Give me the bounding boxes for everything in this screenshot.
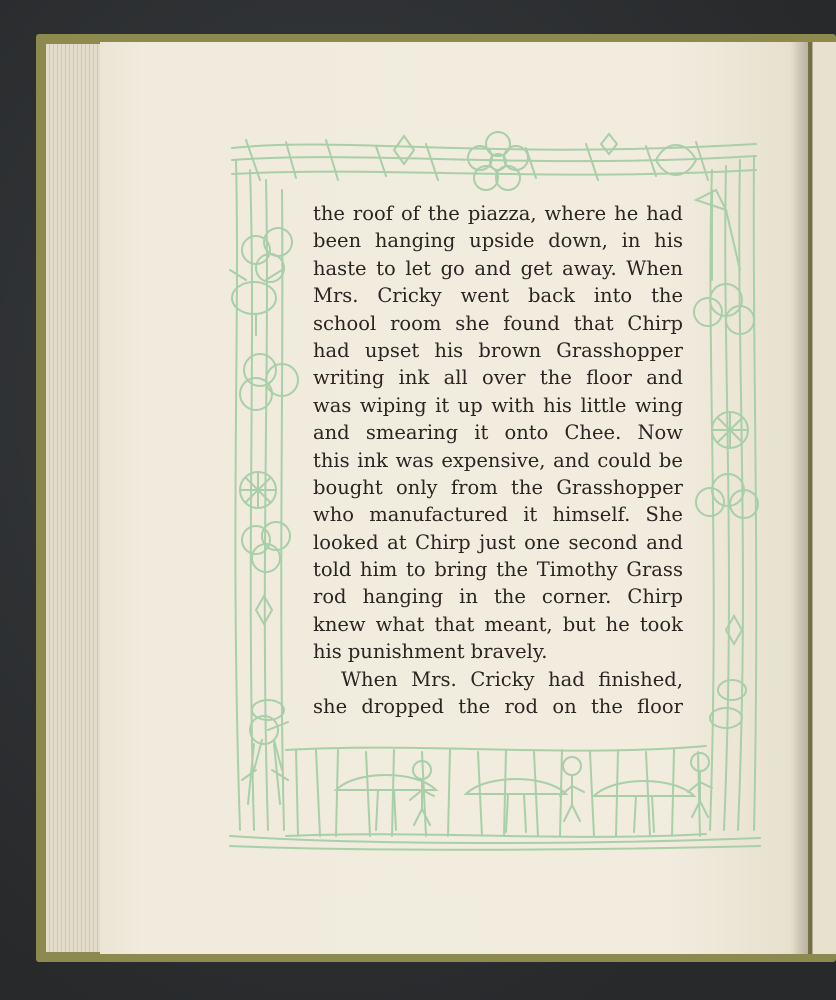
word: wiping: [359, 393, 427, 417]
word: just: [479, 530, 516, 554]
word: his: [543, 393, 572, 417]
word: ink: [398, 366, 430, 390]
word: roof: [352, 202, 393, 225]
word: meant,: [484, 612, 553, 636]
word: Mrs.: [313, 284, 359, 308]
word: all: [443, 366, 468, 390]
word: dropped: [361, 695, 444, 719]
word: to: [376, 256, 396, 280]
text-line: [313, 693, 683, 720]
text-line: [313, 666, 683, 693]
word: floor: [637, 695, 683, 719]
word: She: [645, 503, 683, 527]
word: Cricky: [470, 667, 535, 691]
word: go: [440, 256, 465, 280]
text-line: [313, 392, 683, 419]
word: manufactured: [369, 503, 508, 527]
word: his: [434, 338, 464, 362]
word: hanging: [362, 585, 444, 609]
word: where: [544, 202, 607, 225]
word: at: [387, 530, 407, 554]
word: brown: [478, 338, 542, 362]
word: him: [360, 558, 398, 582]
text-line: [313, 227, 683, 254]
word: Chirp: [415, 530, 471, 554]
word: the: [493, 585, 526, 609]
spine-shadow: [790, 42, 814, 954]
word: finished,: [598, 667, 683, 691]
text-line: [313, 364, 683, 391]
word: his: [654, 229, 683, 253]
text-line: [313, 419, 683, 446]
word: what: [375, 612, 425, 636]
word: bought: [313, 475, 383, 499]
word: on: [552, 695, 577, 719]
word: Grasshopper: [556, 475, 683, 499]
word: Grass: [626, 558, 683, 582]
text-line: [313, 255, 683, 282]
word: looked: [313, 530, 379, 554]
word: had: [646, 202, 683, 225]
word: he: [605, 612, 630, 636]
text-line: [313, 556, 683, 583]
text-line: [313, 282, 683, 309]
word: smearing: [365, 421, 459, 445]
word: haste: [313, 256, 367, 280]
word: had: [548, 667, 585, 691]
word: himself.: [552, 503, 631, 527]
word: that: [434, 612, 475, 636]
word: over: [482, 366, 526, 390]
word: but: [562, 612, 596, 636]
word: onto: [504, 421, 549, 445]
word: only: [396, 475, 438, 499]
word: into: [593, 284, 633, 308]
word: the: [313, 202, 345, 225]
word: and: [646, 530, 683, 554]
word: piazza,: [467, 202, 537, 225]
word: in: [621, 229, 641, 253]
word: that: [573, 311, 614, 335]
word: up: [457, 393, 483, 417]
text-line: [313, 474, 683, 501]
word: the: [590, 695, 623, 719]
word: rod: [504, 695, 539, 719]
word: hanging: [374, 229, 456, 253]
text-line: [313, 337, 683, 364]
word: was: [313, 393, 352, 417]
word: it: [474, 421, 489, 445]
word: the: [496, 558, 529, 582]
word: who: [313, 503, 354, 527]
word: wing: [634, 393, 683, 417]
word: been: [313, 229, 362, 253]
word: could: [597, 448, 652, 472]
text-line: [313, 501, 683, 528]
word: Chee.: [564, 421, 622, 445]
word: bravely.: [470, 640, 548, 664]
word: the: [511, 475, 543, 499]
word: little: [580, 393, 627, 417]
word: he: [614, 202, 639, 225]
word: went: [460, 284, 510, 308]
word: bring: [434, 558, 488, 582]
word: school: [313, 311, 377, 335]
word: Timothy: [536, 558, 618, 582]
word: expensive,: [441, 448, 546, 472]
word: and: [474, 256, 512, 280]
word: down,: [548, 229, 608, 253]
word: of: [400, 202, 420, 225]
word: Grasshopper: [556, 338, 683, 362]
text-line: [313, 583, 683, 610]
text-line: [313, 611, 683, 638]
text-line: [313, 529, 683, 556]
word: had: [313, 338, 350, 362]
word: was: [395, 448, 434, 472]
word: room: [390, 311, 442, 335]
facing-page-edge: [812, 42, 836, 954]
word: back: [528, 284, 575, 308]
word: told: [313, 558, 352, 582]
word: from: [450, 475, 498, 499]
word: she: [455, 311, 490, 335]
word: with: [491, 393, 535, 417]
word: his: [313, 640, 342, 664]
word: let: [405, 256, 431, 280]
word: it: [435, 393, 450, 417]
text-line: [313, 447, 683, 474]
word: get: [520, 256, 553, 280]
page-text: [313, 200, 683, 720]
text-line: [313, 638, 683, 665]
word: upset: [364, 338, 420, 362]
word: in: [459, 585, 478, 609]
word: rod: [313, 585, 347, 609]
text-line: [313, 310, 683, 337]
word: and: [313, 421, 350, 445]
word: and: [646, 366, 683, 390]
word: be: [658, 448, 683, 472]
word: to: [406, 558, 426, 582]
word: knew: [313, 612, 366, 636]
word: When: [626, 256, 683, 280]
text-line: [313, 200, 683, 227]
word: it: [523, 503, 538, 527]
word: away.: [562, 256, 617, 280]
word: she: [313, 695, 348, 719]
word: writing: [313, 366, 385, 390]
word: Mrs.: [411, 667, 457, 691]
word: corner.: [541, 585, 612, 609]
word: the: [651, 284, 683, 308]
word: Chirp: [627, 311, 683, 335]
word: and: [553, 448, 590, 472]
word: the: [427, 202, 460, 225]
word: Now: [637, 421, 683, 445]
word: When: [341, 667, 398, 691]
word: upside: [469, 229, 535, 253]
word: this: [313, 448, 350, 472]
word: Cricky: [377, 284, 442, 308]
word: floor: [586, 366, 632, 390]
word: the: [539, 366, 572, 390]
word: one: [524, 530, 560, 554]
word: Chirp: [627, 585, 683, 609]
word: took: [639, 612, 683, 636]
word: found: [503, 311, 560, 335]
word: second: [568, 530, 638, 554]
word: the: [458, 695, 491, 719]
word: punishment: [347, 640, 465, 664]
word: ink: [357, 448, 388, 472]
